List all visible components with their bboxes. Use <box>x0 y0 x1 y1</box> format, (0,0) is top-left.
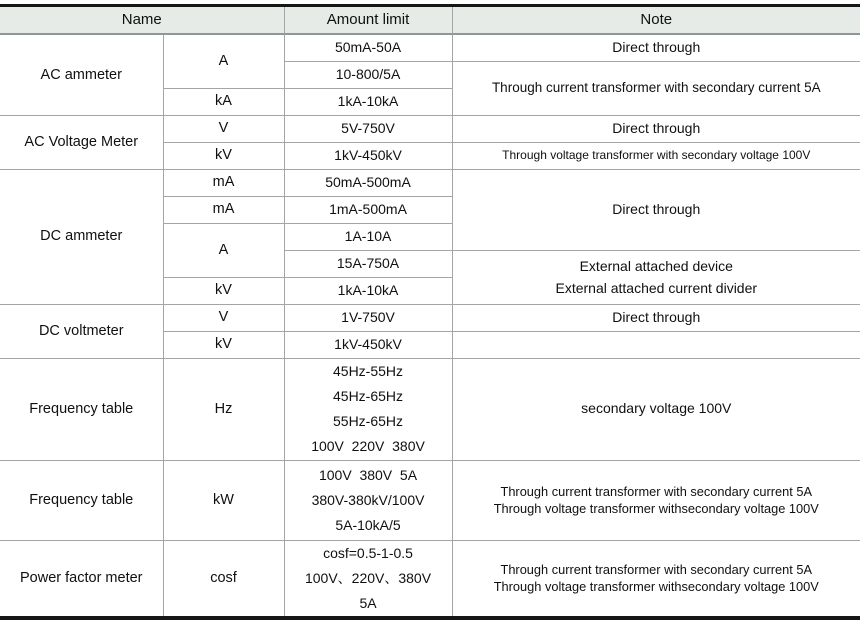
table-row <box>0 358 860 460</box>
table-row <box>0 540 860 616</box>
note-line: Through current transformer with secondary current 5A <box>500 484 813 499</box>
unit-cell: cosf <box>163 540 284 616</box>
unit-cell: kV <box>163 142 284 169</box>
amount-line: 380V-380kV/100V <box>311 491 425 508</box>
note-cell: Direct through <box>452 169 860 250</box>
amount-line: 5A <box>359 594 377 611</box>
note-cell <box>452 540 860 616</box>
amount-cell <box>284 460 452 540</box>
name-cell-frequency-table-hz: Frequency table <box>0 358 163 460</box>
table-row <box>0 169 860 196</box>
name-cell-ac-ammeter: AC ammeter <box>0 34 163 115</box>
unit-cell: A <box>163 223 284 277</box>
name-cell-dc-voltmeter: DC voltmeter <box>0 304 163 358</box>
amount-cell: 1kA-10kA <box>284 88 452 115</box>
amount-line: cosf=0.5-1-0.5 <box>323 544 413 561</box>
column-header-note: Note <box>452 7 860 34</box>
meter-spec-table <box>0 7 860 616</box>
amount-line: 100V 220V 380V <box>311 438 425 454</box>
note-line: Through voltage transformer withsecondary voltage 100V <box>493 501 819 516</box>
note-cell <box>452 460 860 540</box>
unit-cell: kA <box>163 88 284 115</box>
amount-cell: 1kV-450kV <box>284 331 452 358</box>
note-cell: Through voltage transformer with secondary voltage 100V <box>452 142 860 169</box>
unit-cell: kV <box>163 277 284 304</box>
amount-cell: 1kA-10kA <box>284 277 452 304</box>
unit-cell: A <box>163 34 284 88</box>
amount-cell: 1A-10A <box>284 223 452 250</box>
note-line: External attached current divider <box>555 280 758 296</box>
amount-cell: 15A-750A <box>284 250 452 277</box>
amount-cell: 50mA-50A <box>284 34 452 61</box>
unit-cell: V <box>163 115 284 142</box>
column-header-name: Name <box>0 7 284 34</box>
amount-line: 100V、220V、380V <box>304 569 432 586</box>
amount-line: 45Hz-65Hz <box>333 388 404 404</box>
unit-cell: kV <box>163 331 284 358</box>
amount-line: 45Hz-55Hz <box>333 363 404 379</box>
spec-table-frame <box>0 4 860 620</box>
note-cell: Direct through <box>452 34 860 61</box>
amount-cell: 50mA-500mA <box>284 169 452 196</box>
name-cell-ac-voltage-meter: AC Voltage Meter <box>0 115 163 169</box>
table-row <box>0 115 860 142</box>
amount-cell <box>284 540 452 616</box>
unit-cell: V <box>163 304 284 331</box>
amount-line: 5A-10kA/5 <box>335 516 401 533</box>
note-cell: Direct through <box>452 304 860 331</box>
table-row <box>0 460 860 540</box>
name-cell-power-factor-meter: Power factor meter <box>0 540 163 616</box>
note-cell <box>452 250 860 304</box>
note-line: External attached device <box>579 258 733 274</box>
note-cell-empty <box>452 331 860 358</box>
note-line: Through voltage transformer withsecondary voltage 100V <box>493 579 819 594</box>
amount-cell: 10-800/5A <box>284 61 452 88</box>
name-cell-dc-ammeter: DC ammeter <box>0 169 163 304</box>
amount-cell: 5V-750V <box>284 115 452 142</box>
unit-cell: Hz <box>163 358 284 460</box>
note-cell: Direct through <box>452 115 860 142</box>
unit-cell: mA <box>163 196 284 223</box>
unit-cell: mA <box>163 169 284 196</box>
amount-cell: 1V-750V <box>284 304 452 331</box>
amount-cell: 1mA-500mA <box>284 196 452 223</box>
note-cell: Through current transformer with secondary current 5A <box>452 61 860 115</box>
amount-line: 55Hz-65Hz <box>333 413 404 429</box>
note-cell: secondary voltage 100V <box>452 358 860 460</box>
amount-cell: 1kV-450kV <box>284 142 452 169</box>
amount-line: 100V 380V 5A <box>318 466 418 483</box>
amount-cell <box>284 358 452 460</box>
header-row <box>0 7 860 34</box>
note-line: Through current transformer with secondary current 5A <box>500 562 813 577</box>
name-cell-frequency-table-kw: Frequency table <box>0 460 163 540</box>
unit-cell: kW <box>163 460 284 540</box>
table-row <box>0 34 860 61</box>
table-row <box>0 304 860 331</box>
column-header-amount-limit: Amount limit <box>284 7 452 34</box>
